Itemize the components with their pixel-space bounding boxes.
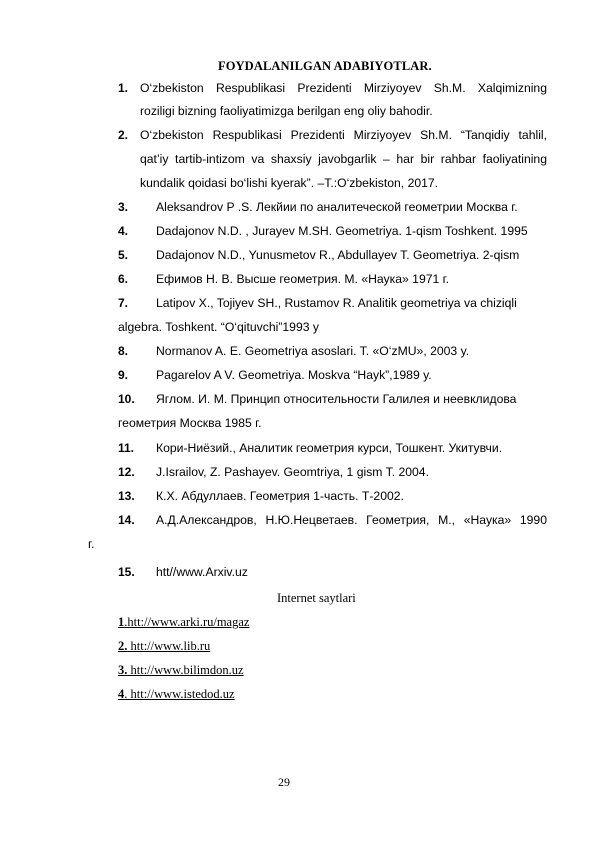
reference-text-line: J.Israilov, Z. Pashayev. Geomtriya, 1 gism T. 2004. bbox=[156, 465, 429, 479]
reference-text-line: Dadajonov N.D. , Jurayev M.SH. Geometriya. 1-qism Toshkent. 1995 bbox=[156, 224, 528, 238]
link-url[interactable]: . htt://www.istedod.uz bbox=[124, 687, 235, 701]
internet-link-1[interactable] bbox=[118, 615, 249, 630]
internet-link-4[interactable] bbox=[118, 687, 235, 702]
reference-text-line: геометрия Москва 1985 г. bbox=[118, 416, 262, 430]
reference-text-line: А.Д.Александров, Н.Ю.Нецветаев. Геометрия, М., «Наука» 1990 bbox=[156, 513, 547, 527]
reference-text-line: Ефимов Н. В. Высше геометрия. М. «Наука» 1971 г. bbox=[156, 272, 450, 286]
reference-number: 11. bbox=[118, 441, 135, 455]
reference-number: 6. bbox=[118, 272, 129, 286]
link-url[interactable]: .htt://www.arki.ru/magaz bbox=[124, 615, 250, 629]
reference-number: 9. bbox=[118, 368, 129, 382]
internet-sites-heading: Internet saytlari bbox=[277, 591, 356, 605]
reference-text-line: Яглом. И. М. Принцип относительности Галилея и неевклидова bbox=[156, 392, 517, 406]
reference-text-line: Latipov X., Tojiyev SH., Rustamov R. Analitik geometriya va chiziqli bbox=[156, 296, 517, 310]
link-number: 3. bbox=[118, 663, 128, 677]
reference-text-line: roziligi bizning faoliyatimizga berilgan eng oliy bahodir. bbox=[140, 104, 433, 118]
reference-text-line: Кори-Ниёзий., Аналитик геометрия курси, Тошкент. Укитувчи. bbox=[156, 441, 503, 455]
reference-text-line: O‘zbekiston Respublikasi Prezidenti Mirziyoyev Sh.M. “Tanqidiy tahlil, bbox=[140, 128, 547, 142]
reference-number: 5. bbox=[118, 248, 129, 262]
reference-text-line: г. bbox=[88, 537, 95, 551]
reference-text-line: Aleksandrov P .S. Лекйии по аналитеческой геометрии Москва г. bbox=[156, 200, 518, 214]
reference-text-line: Pagarelov A V. Geometriya. Moskva “Hayk”,1989 y. bbox=[156, 368, 432, 382]
reference-number: 14. bbox=[118, 513, 135, 527]
page-title: FOYDALANILGAN ADABIYOTLAR. bbox=[218, 59, 432, 73]
reference-text-line: К.Х. Абдуллаев. Геометрия 1-часть. Т-2002. bbox=[156, 489, 404, 503]
reference-text-line: Normanov A. E. Geometriya asoslari. T. «O‘zMU», 2003 y. bbox=[156, 344, 470, 358]
link-url[interactable]: htt://www.bilimdon.uz bbox=[127, 663, 244, 677]
page-number: 29 bbox=[278, 775, 290, 789]
reference-number: 7. bbox=[118, 296, 129, 310]
reference-number: 4. bbox=[118, 224, 129, 238]
reference-number: 13. bbox=[118, 489, 135, 503]
reference-text-line: O‘zbekiston Respublikasi Prezidenti Mirziyoyev Sh.M. Xalqimizning bbox=[140, 81, 547, 95]
link-number: 1 bbox=[118, 615, 125, 629]
reference-text-line: qat’iy tartib-intizom va shaxsiy javobgarlik – har bir rahbar faoliyatining bbox=[140, 152, 547, 166]
reference-number: 8. bbox=[118, 344, 129, 358]
reference-text-line: kundalik qoidasi bo‘lishi kyerak”. –T.:O‘zbekiston, 2017. bbox=[140, 176, 439, 190]
reference-text-line: Dadajonov N.D., Yunusmetov R., Abdullayev T. Geometriya. 2-qism bbox=[156, 248, 520, 262]
internet-link-3[interactable] bbox=[118, 663, 244, 678]
reference-number: 1. bbox=[118, 81, 129, 95]
internet-link-2[interactable] bbox=[118, 639, 210, 654]
reference-number: 3. bbox=[118, 200, 129, 214]
link-url[interactable]: htt://www.lib.ru bbox=[127, 639, 211, 653]
reference-text-line: algebra. Toshkent. “O‘qituvchi”1993 y bbox=[118, 320, 319, 334]
link-number: 4 bbox=[118, 687, 125, 701]
reference-number: 10. bbox=[118, 392, 135, 406]
reference-number: 15. bbox=[118, 565, 135, 579]
link-number: 2. bbox=[118, 639, 128, 653]
reference-text-line: htt//www.Arxiv.uz bbox=[156, 565, 248, 579]
reference-number: 2. bbox=[118, 128, 129, 142]
reference-number: 12. bbox=[118, 465, 135, 479]
